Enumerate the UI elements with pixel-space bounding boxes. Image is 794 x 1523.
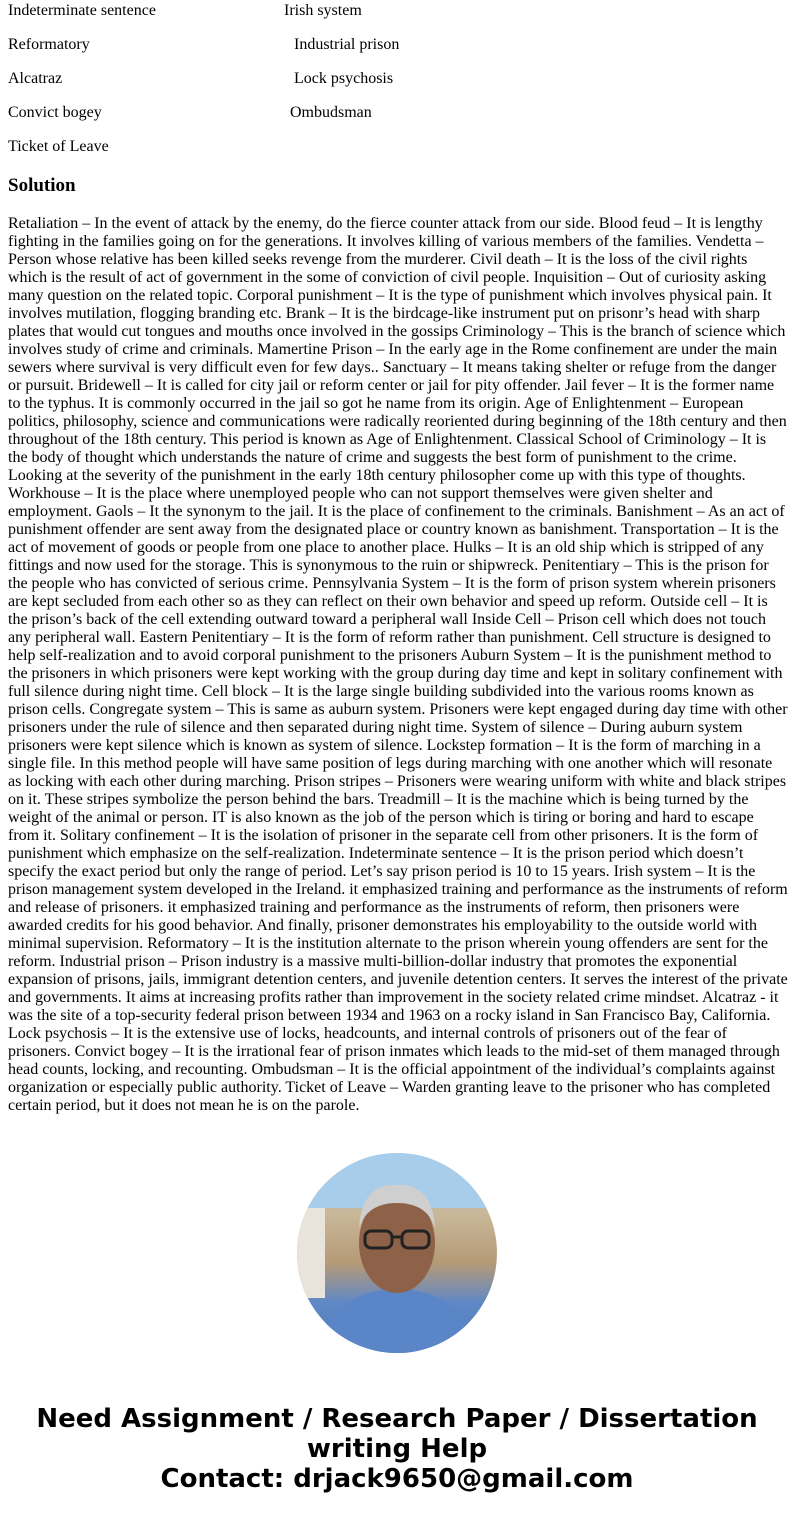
term-left: Ticket of Leave [8, 138, 109, 155]
term-right: Irish system [284, 2, 362, 19]
footer-line: writing Help [306, 1434, 488, 1464]
solution-text: Retaliation – In the event of attack by the enemy, do the fierce counter attack from our side. Blood feud – It is lengthy fighting in the families going on for the generations. It involves killing of various members of the families. Vendetta – Person whose relative has been killed seeks revenge from the murderer. Civil death – It is the loss of the civil rights which is the result of act of government in the some of conviction of civil people. Inquisition – Out of curiosity asking many question on the related topic. Corporal punishment – It is the type of punishment which involves physical pain. It involves mutilation, flogging branding etc. Brank – It is the birdcage-like instrument put on prisonr’s head with sharp plates that would cut tongues and mouths once involved in the gossips Criminology – This is the branch of science which involves study of crime and criminals. Mamertine Prison – In the early age in the Rome confinement are under the main sewers where survival is very difficult even for few days.. Sanctuary – It means taking shelter or refuge from the danger or pursuit. Bridewell – It is called for city jail or reform center or jail for pity offender. Jail fever – It is the former name to the typhus. It is commonly occurred in the jail so got he name from its origin. Age of Enlightenment – European politics, philosophy, science and communications were radically reoriented during beginning of the 18th century and then throughout of the 18th century. This period is known as Age of Enlightenment. Classical School of Criminology – It is the body of thought which understands the nature of crime and suggests the best form of punishment to the crime. Looking at the severity of the punishment in the early 18th century philosopher come up with this type of thoughts. Workhouse – It is the place where unemployed people who can not support themselves were given shelter and employment. Gaols – It the synonym to the jail. It is the place of confinement to the criminals. Banishment – As an act of punishment offender are sent away from the designated place or country known as banishment. Transportation – It is the act of movement of goods or people from one place to another place. Hulks – It is an old ship which is stripped of any fittings and now used for the storage. This is synonymous to the ruin or shipwreck. Penitentiary – This is the prison for the people who has convicted of serious crime. Pennsylvania System – It is the form of prison system wherein prisoners are kept secluded from each other so as they can reflect on their own behavior and speed up reform. Outside cell – It is the prison’s back of the cell extending outward toward a peripheral wall Inside Cell – Prison cell which does not touch any peripheral wall. Eastern Penitentiary – It is the form of reform rather than punishment. Cell structure is designed to help self-realization and to avoid corporal punishment to the prisoners Auburn System – It is the punishment method to the prisoners in which prisoners were kept working with the group during day time and kept in solitary confinement with full silence during night time. Cell block – It is the large single building subdivided into the various rooms known as prison cells. Congregate system – This is same as auburn system. Prisoners were kept engaged during day time with other prisoners under the rule of silence and then separated during night time. System of silence – During auburn system prisoners were kept silence which is known as system of silence. Lockstep formation – It is the form of marching in a single file. In this method people will have same position of legs during marching with one another which will resonate as locking with each other during marching. Prison stripes – Prisoners were wearing uniform with white and black stripes on it. These stripes symbolize the person behind the bars. Treadmill – It is the machine which is being turned by the weight of the animal or person. IT is also known as the job of the person which is tiring or boring and hard to escape from it. Solitary confinement – It is the isolation of prisoner in the separate cell from other prisoners. It is the form of punishment which emphasize on the self-realization. Indeterminate sentence – It is the prison period which doesn’t specify the exact period but only the range of period. Let’s say prison period is 10 to 15 years. Irish system – It is the prison management system developed in the Ireland. it emphasized training and performance as the instruments of reform and release of prisoners. it emphasized training and performance as the instruments of reform, then prisoners were awarded credits for his good behavior. And finally, prisoner demonstrates his employability to the outside world with minimal supervision. Reformatory – It is the institution alternate to the prison wherein young offenders are sent for the reform. Industrial prison – Prison industry is a massive multi-billion-dollar industry that promotes the exponential expansion of prisons, jails, immigrant detention centers, and juvenile detention centers. It serves the interest of the private and governments. It aims at increasing profits rather than improvement in the society related crime mindset. Alcatraz - it was the site of a top-security federal prison between 1934 and 1963 on a rocky island in San Francisco Bay, California. Lock psychosis – It is the extensive use of locks, headcounts, and internal controls of prisoners out of the fear of prisoners. Convict bogey – It is the irrational fear of prison inmates which leads to the mid-set of them managed through head counts, locking, and recounting. Ombudsman – It is the official appointment of the individual’s complaints against organization or especially public authority. Ticket of Leave – Warden granting leave to the prisoner who has completed certain period, but it does not mean he is on the parole. [8, 215, 788, 1114]
term-row [8, 138, 109, 156]
author-photo [297, 1153, 497, 1353]
term-row [8, 104, 372, 122]
person-portrait-icon [297, 1153, 497, 1353]
term-left: Alcatraz [8, 70, 63, 87]
term-row [8, 36, 400, 54]
footer-line: Need Assignment / Research Paper / Dissertation [36, 1404, 758, 1434]
term-left: Reformatory [8, 36, 90, 53]
footer-contact: Contact: drjack9650@gmail.com [160, 1464, 634, 1494]
solution-heading: Solution [8, 175, 76, 196]
term-left: Indeterminate sentence [8, 2, 156, 19]
term-right: Industrial prison [294, 36, 400, 53]
term-right: Ombudsman [290, 104, 372, 121]
term-row [8, 2, 362, 20]
term-right: Lock psychosis [294, 70, 394, 87]
term-left: Convict bogey [8, 104, 102, 121]
contact-footer [0, 1404, 794, 1494]
term-row [8, 70, 394, 88]
